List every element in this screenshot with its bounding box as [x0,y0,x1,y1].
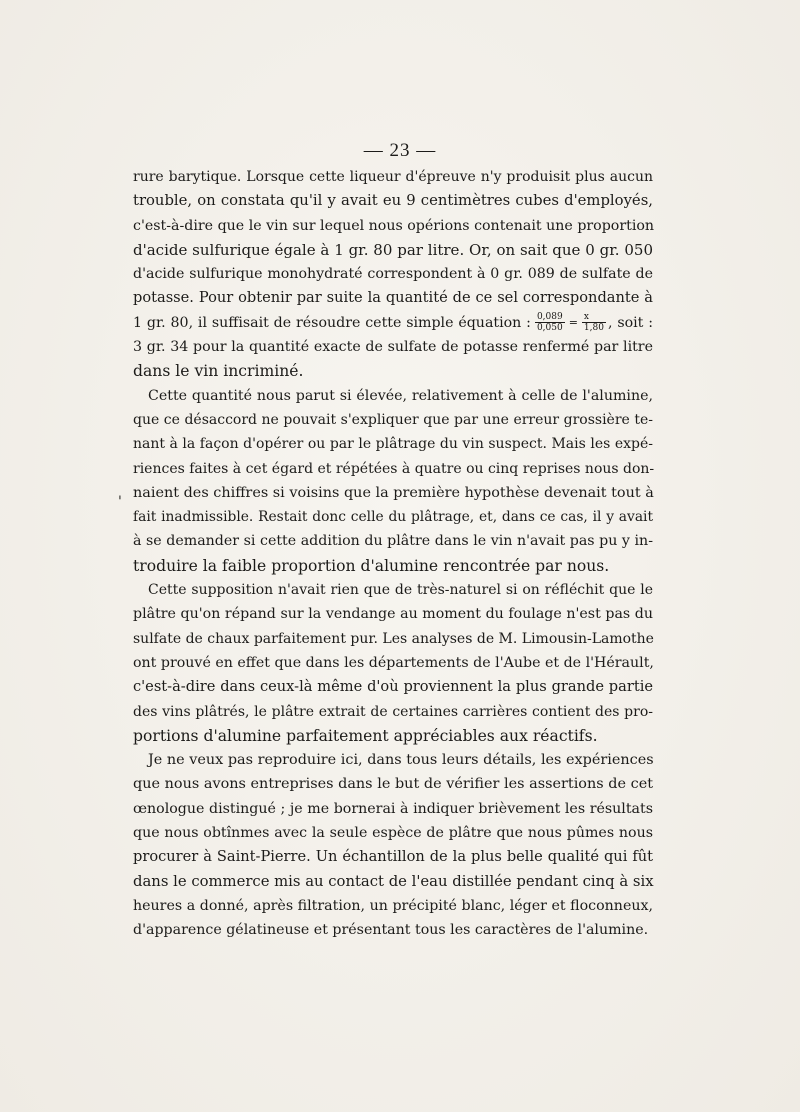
text-line [133,384,653,408]
text-line-content: dans le commerce mis au contact de l'eau distillée pendant cinq à six [133,872,654,890]
text-line [133,772,653,796]
text-line-content: dans le vin incriminé. [133,362,304,381]
text-line-content: 3 gr. 34 pour la quantité exacte de sulfate de potasse renfermé par litre [133,339,653,356]
fraction-numerator: x [582,312,606,323]
text-line [133,724,653,748]
text-line-content: c'est-à-dire que le vin sur lequel nous opérions contenait une proportion [133,217,655,234]
text-line-content: nant à la façon d'opérer ou par le plâtrage du vin suspect. Mais les expé- [133,436,653,453]
text-line [133,214,653,238]
text-line [133,408,653,432]
text-line [133,359,653,383]
text-line [133,457,653,481]
text-line [133,286,653,310]
text-line-content: œnologue distingué ; je me bornerai à indiquer brièvement les résultats [133,800,653,817]
fraction-denominator: 1,80 [583,323,604,334]
text-line-content: trouble, on constata qu'il y avait eu 9 centimètres cubes d'employés, [133,192,653,210]
text-line [133,700,653,724]
text-line [133,311,653,335]
text-line-content: potasse. Pour obtenir par suite la quantité de ce sel correspondante à [133,289,653,307]
text-line [133,262,653,286]
text-line-content: troduire la faible proportion d'alumine rencontrée par nous. [133,556,610,575]
text-line-content: naient des chiffres si voisins que la première hypothèse devenait tout à [133,484,654,501]
text-line [133,432,653,456]
fraction-denominator: 0,050 [536,323,563,334]
equals-sign: = [568,315,578,329]
text-line [133,870,653,894]
text-line-content: portions d'alumine parfaitement appréciables aux réactifs. [133,726,598,745]
page-number: — 23 — [363,140,437,161]
text-line-content: Je ne veux pas reproduire ici, dans tous leurs détails, les expériences [148,752,654,769]
text-line [133,918,653,942]
text-line [133,675,653,699]
text-line [133,821,653,845]
text-line-content: des vins plâtrés, le plâtre extrait de certaines carrières contient des pro- [133,703,653,720]
text-line-content: c'est-à-dire dans ceux-là même d'où proviennent la plus grande partie [133,678,653,696]
text-line [133,238,653,262]
text-line-content: heures a donné, après filtration, un précipité blanc, léger et floconneux, [133,897,653,914]
text-line-content: riences faites à cet égard et répétées à quatre ou cinq reprises nous don- [133,460,655,477]
text-line [133,845,653,869]
text-line-tail: , soit : [607,314,653,331]
text-line-content: que nous obtînmes avec la seule espèce de plâtre que nous pûmes nous [133,825,653,842]
text-line [133,651,653,675]
text-line-content: que ce désaccord ne pouvait s'expliquer que par une erreur grossière te- [133,411,653,428]
fraction-numerator: 0,089 [536,312,563,323]
text-line [133,335,653,359]
text-line-content: Cette quantité nous parut si élevée, relativement à celle de l'alumine, [148,387,653,404]
text-line-content: sulfate de chaux parfaitement pur. Les analyses de M. Limousin-Lamothe [133,630,654,647]
text-line-content: ont prouvé en effet que dans les départements de l'Aube et de l'Hérault, [133,654,654,671]
fraction [582,312,606,333]
text-line [133,578,653,602]
text-line-content: plâtre qu'on répand sur la vendange au moment du foulage n'est pas du [133,606,653,623]
text-line-content: 1 gr. 80, il suffisait de résoudre cette simple équation : [133,314,531,331]
text-line [133,505,653,529]
text-line [133,748,653,772]
text-line [133,529,653,553]
text-line [133,627,653,651]
text-line [133,481,653,505]
fraction [535,312,565,333]
text-line-content: que nous avons entreprises dans le but de vérifier les assertions de cet [133,776,653,793]
text-line [133,797,653,821]
text-line [133,554,653,578]
text-line [133,602,653,626]
text-line-content: à se demander si cette addition du plâtre dans le vin n'avait pas pu y in- [133,533,653,550]
text-line-content: d'acide sulfurique égale à 1 gr. 80 par litre. Or, on sait que 0 gr. 050 [133,240,653,259]
text-line [133,894,653,918]
text-line [133,189,653,213]
body-text [133,165,653,943]
text-line-content: d'apparence gélatineuse et présentant tous les caractères de l'alumine. [133,922,649,939]
text-line-content: rure barytique. Lorsque cette liqueur d'épreuve n'y produisit plus aucun [133,169,653,185]
equation [531,311,608,335]
text-line-content: fait inadmissible. Restait donc celle du plâtrage, et, dans ce cas, il y avait [133,509,653,526]
text-line-content: procurer à Saint-Pierre. Un échantillon de la plus belle qualité qui fût [133,848,653,866]
margin-mark: ' [118,494,122,510]
text-line-content: d'acide sulfurique monohydraté correspondent à 0 gr. 089 de sulfate de [133,266,653,283]
text-line [133,165,653,189]
text-line-content: Cette supposition n'avait rien que de très-naturel si on réfléchit que le [148,582,653,599]
